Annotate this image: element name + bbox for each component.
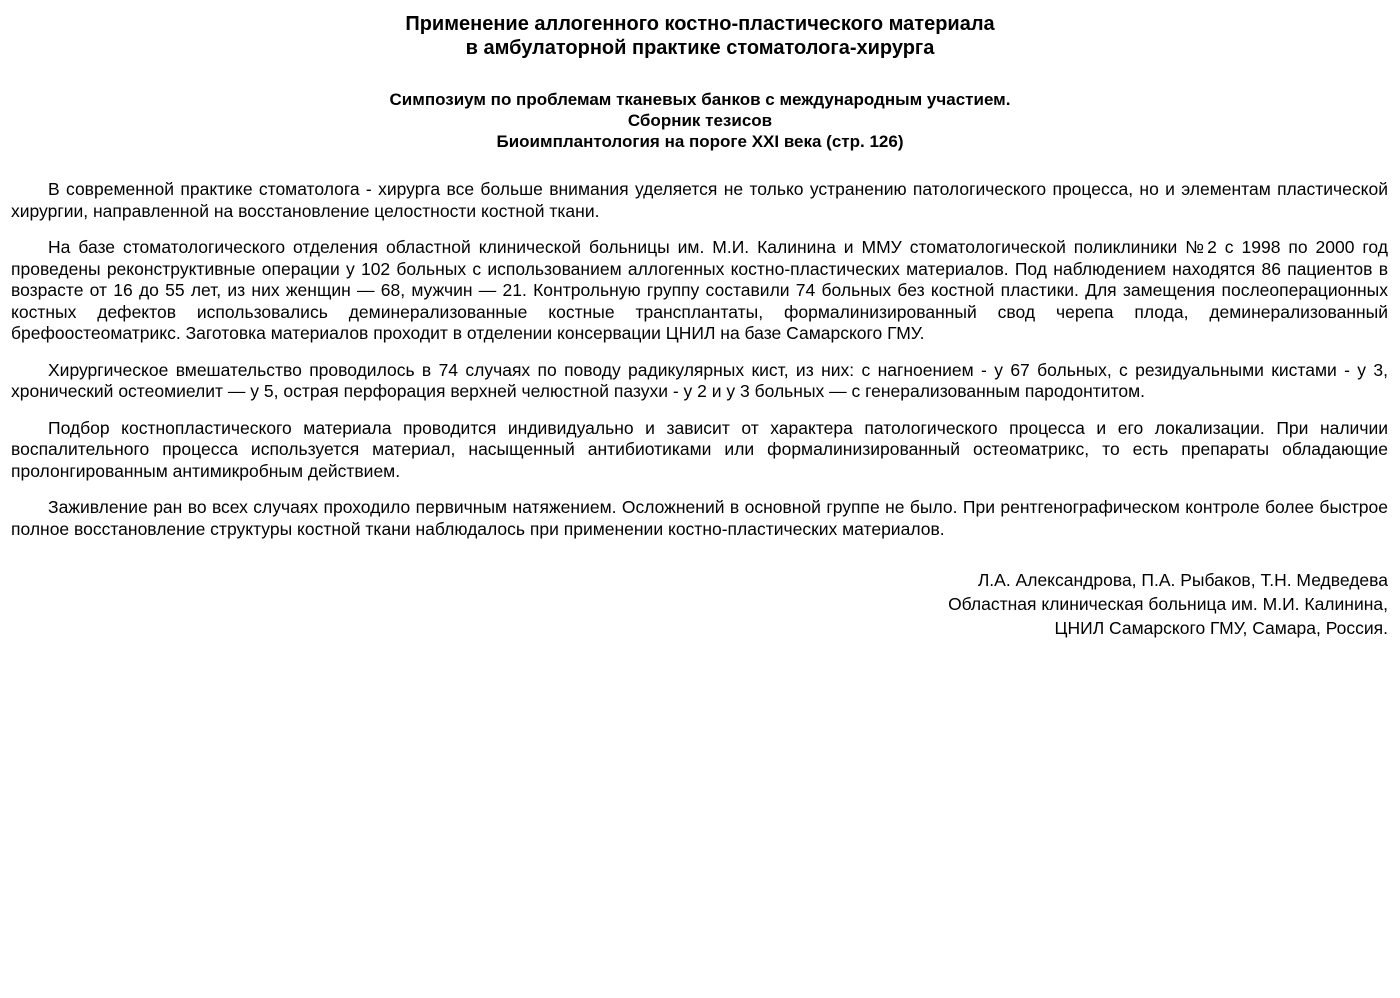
publication-source-line1: Симпозиум по проблемам тканевых банков с международным участием. <box>389 90 1011 109</box>
publication-source <box>0 89 1400 152</box>
document-body <box>11 179 1388 540</box>
signature <box>0 568 1388 640</box>
document-title-line2: в амбулаторной практике стоматолога-хирурга <box>465 37 935 59</box>
publication-source-line2: Сборник тезисов <box>627 111 773 130</box>
affiliation-line2: ЦНИЛ Самарского ГМУ, Самара, Россия. <box>1054 618 1388 638</box>
affiliation-line1: Областная клиническая больница им. М.И. Калинина, <box>948 594 1388 614</box>
paragraph: Подбор костнопластического материала проводится индивидуально и зависит от характера патологического процесса и его локализации. При наличии воспалительного процесса используется материал, насыщенный антибиотиками или формалинизированный остеоматрикс, то есть препараты обладающие пролонгированным антимикробным действием. <box>11 417 1388 481</box>
paragraph: Хирургическое вмешательство проводилось в 74 случаях по поводу радикулярных кист, из них: с нагноением - у 67 больных, с резидуальными кистами - у 3, хронический остеомиелит — у 5, острая перфорация верхней челюстной пазухи - у 2 и у 3 больных — с генерализованным пародонтитом. <box>11 359 1388 401</box>
paragraph: Заживление ран во всех случаях проходило первичным натяжением. Осложнений в основной группе не было. При рентгенографическом контроле более быстрое полное восстановление структуры костной ткани наблюдалось при применении костно-пластических материалов. <box>11 497 1388 539</box>
paragraph: На базе стоматологического отделения областной клинической больницы им. М.И. Калинина и ММУ стоматологической поликлиники №2 с 1998 по 2000 год проведены реконструктивные операции у 102 больных с использованием аллогенных костно-пластических материалов. Под наблюдением находятся 86 пациентов в возрасте от 16 до 55 лет, из них женщин — 68, мужчин — 21. Контрольную группу составили 74 больных без костной пластики. Для замещения послеоперационных костных дефектов использовались деминерализованные костные трансплантаты, формалинизированный свод черепа плода, деминерализованный брефоостеоматрикс. Заготовка материалов проходит в отделении консервации ЦНИЛ на базе Самарского ГМУ. <box>11 237 1388 343</box>
publication-source-line3: Биоимплантология на пороге XXI века (стр. 126) <box>496 132 904 151</box>
authors-line: Л.А. Александрова, П.А. Рыбаков, Т.Н. Медведева <box>977 570 1388 590</box>
document-title-line1: Применение аллогенного костно-пластического материала <box>405 13 995 35</box>
document-title <box>0 0 1400 60</box>
paragraph: В современной практике стоматолога - хирурга все больше внимания уделяется не только устранению патологического процесса, но и элементам пластической хирургии, направленной на восстановление целостности костной ткани. <box>11 179 1388 221</box>
